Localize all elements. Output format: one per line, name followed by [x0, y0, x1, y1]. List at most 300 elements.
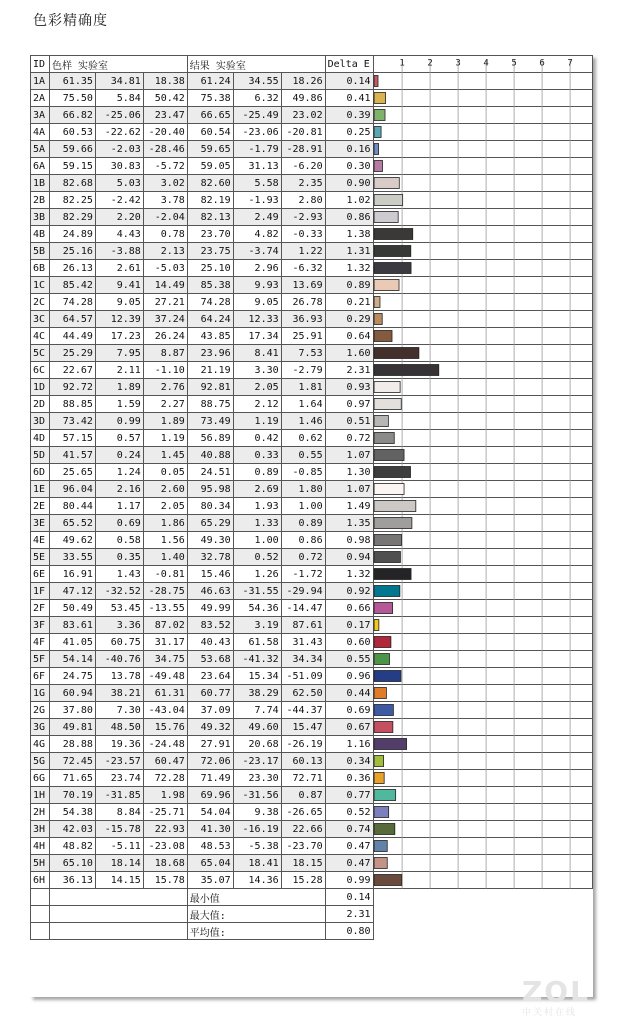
- result-b: -28.91: [281, 141, 325, 158]
- patch-id: 4F: [31, 634, 50, 651]
- sample-a: 2.20: [95, 209, 143, 226]
- result-l: 32.78: [187, 549, 233, 566]
- result-l: 40.88: [187, 447, 233, 464]
- result-b: -20.81: [281, 124, 325, 141]
- delta-e-value: 0.47: [325, 855, 373, 872]
- table-row: [31, 73, 593, 90]
- table-row: [31, 124, 593, 141]
- sample-b: 1.89: [143, 413, 187, 430]
- result-l: 92.81: [187, 379, 233, 396]
- patch-id: 6E: [31, 566, 50, 583]
- sample-b: -28.46: [143, 141, 187, 158]
- sample-a: 7.95: [95, 345, 143, 362]
- result-b: 2.35: [281, 175, 325, 192]
- sample-a: -3.88: [95, 243, 143, 260]
- summary-blank: [31, 889, 50, 906]
- sample-a: 0.99: [95, 413, 143, 430]
- sample-l: 28.88: [49, 736, 95, 753]
- result-l: 85.38: [187, 277, 233, 294]
- result-a: 31.13: [233, 158, 281, 175]
- result-l: 48.53: [187, 838, 233, 855]
- summary-value: 0.80: [325, 923, 373, 940]
- result-b: -26.65: [281, 804, 325, 821]
- sample-l: 59.66: [49, 141, 95, 158]
- sample-a: 2.61: [95, 260, 143, 277]
- result-b: 18.26: [281, 73, 325, 90]
- patch-id: 6B: [31, 260, 50, 277]
- result-a: 15.34: [233, 668, 281, 685]
- table-row: [31, 498, 593, 515]
- sample-l: 49.81: [49, 719, 95, 736]
- table-row: [31, 226, 593, 243]
- patch-id: 5B: [31, 243, 50, 260]
- sample-a: 53.45: [95, 600, 143, 617]
- sample-b: -28.75: [143, 583, 187, 600]
- sample-b: 1.19: [143, 430, 187, 447]
- result-a: -41.32: [233, 651, 281, 668]
- header-delta: Delta E: [325, 56, 373, 73]
- delta-e-value: 0.41: [325, 90, 373, 107]
- sample-l: 16.91: [49, 566, 95, 583]
- result-a: 61.58: [233, 634, 281, 651]
- patch-id: 6H: [31, 872, 50, 889]
- sample-l: 82.68: [49, 175, 95, 192]
- result-a: 2.96: [233, 260, 281, 277]
- bar-cell: [373, 702, 592, 719]
- result-a: -1.93: [233, 192, 281, 209]
- sample-b: 15.76: [143, 719, 187, 736]
- table-row: [31, 872, 593, 889]
- sample-b: 14.49: [143, 277, 187, 294]
- result-a: 3.30: [233, 362, 281, 379]
- sample-a: 2.11: [95, 362, 143, 379]
- result-b: 62.50: [281, 685, 325, 702]
- sample-b: 18.68: [143, 855, 187, 872]
- table-row: [31, 413, 593, 430]
- result-b: -2.79: [281, 362, 325, 379]
- table-row: [31, 736, 593, 753]
- sample-a: 0.57: [95, 430, 143, 447]
- sample-b: 50.42: [143, 90, 187, 107]
- sample-a: -25.06: [95, 107, 143, 124]
- table-row: [31, 821, 593, 838]
- delta-e-value: 0.14: [325, 73, 373, 90]
- sample-l: 24.89: [49, 226, 95, 243]
- x-tick-label: 5: [511, 58, 517, 69]
- sample-b: 2.05: [143, 498, 187, 515]
- sample-l: 26.13: [49, 260, 95, 277]
- result-l: 88.75: [187, 396, 233, 413]
- x-tick-label: 7: [567, 58, 573, 69]
- result-a: 8.41: [233, 345, 281, 362]
- table-row: [31, 583, 593, 600]
- patch-id: 5C: [31, 345, 50, 362]
- result-l: 27.91: [187, 736, 233, 753]
- result-b: -0.85: [281, 464, 325, 481]
- result-b: 23.02: [281, 107, 325, 124]
- table-row: [31, 685, 593, 702]
- bar-cell: [373, 532, 592, 549]
- sample-b: 34.75: [143, 651, 187, 668]
- result-l: 49.30: [187, 532, 233, 549]
- table-row: [31, 379, 593, 396]
- table-row: [31, 447, 593, 464]
- patch-id: 3H: [31, 821, 50, 838]
- delta-e-value: 1.32: [325, 260, 373, 277]
- result-a: 17.34: [233, 328, 281, 345]
- delta-e-value: 1.02: [325, 192, 373, 209]
- sample-b: 3.02: [143, 175, 187, 192]
- table-row: [31, 345, 593, 362]
- result-a: 18.41: [233, 855, 281, 872]
- delta-e-value: 0.89: [325, 277, 373, 294]
- result-l: 65.04: [187, 855, 233, 872]
- delta-e-value: 1.35: [325, 515, 373, 532]
- patch-id: 4A: [31, 124, 50, 141]
- delta-e-value: 0.64: [325, 328, 373, 345]
- bar-cell: [373, 447, 592, 464]
- sample-a: 3.36: [95, 617, 143, 634]
- sample-l: 41.57: [49, 447, 95, 464]
- table-row: [31, 243, 593, 260]
- result-l: 82.19: [187, 192, 233, 209]
- sample-b: 37.24: [143, 311, 187, 328]
- sample-b: -1.10: [143, 362, 187, 379]
- delta-e-value: 0.29: [325, 311, 373, 328]
- result-l: 49.99: [187, 600, 233, 617]
- sample-a: 4.43: [95, 226, 143, 243]
- bar-cell: [373, 855, 592, 872]
- sample-l: 61.35: [49, 73, 95, 90]
- patch-id: 5E: [31, 549, 50, 566]
- sample-b: 22.93: [143, 821, 187, 838]
- sample-a: 0.24: [95, 447, 143, 464]
- result-b: -23.70: [281, 838, 325, 855]
- bar-cell: [373, 498, 592, 515]
- delta-e-value: 1.07: [325, 447, 373, 464]
- result-l: 23.75: [187, 243, 233, 260]
- summary-row: [31, 889, 593, 906]
- result-b: 87.61: [281, 617, 325, 634]
- patch-id: 6G: [31, 770, 50, 787]
- sample-a: 17.23: [95, 328, 143, 345]
- sample-a: -40.76: [95, 651, 143, 668]
- patch-id: 3F: [31, 617, 50, 634]
- bar-cell: [373, 566, 592, 583]
- bar-cell: [373, 328, 592, 345]
- sample-l: 49.62: [49, 532, 95, 549]
- sample-l: 57.15: [49, 430, 95, 447]
- result-l: 83.52: [187, 617, 233, 634]
- bar-cell: [373, 753, 592, 770]
- sample-a: 14.15: [95, 872, 143, 889]
- patch-id: 1G: [31, 685, 50, 702]
- delta-e-value: 0.36: [325, 770, 373, 787]
- bar-cell: [373, 124, 592, 141]
- table-row: [31, 107, 593, 124]
- delta-e-value: 0.44: [325, 685, 373, 702]
- result-a: 5.58: [233, 175, 281, 192]
- bar-cell: [373, 668, 592, 685]
- summary-label: 平均值:: [187, 923, 325, 940]
- patch-id: 2E: [31, 498, 50, 515]
- sample-a: 5.03: [95, 175, 143, 192]
- table-row: [31, 515, 593, 532]
- result-l: 35.07: [187, 872, 233, 889]
- sample-a: 48.50: [95, 719, 143, 736]
- bar-cell: [373, 362, 592, 379]
- patch-id: 1H: [31, 787, 50, 804]
- delta-e-value: 0.25: [325, 124, 373, 141]
- result-a: 3.19: [233, 617, 281, 634]
- summary-row: [31, 906, 593, 923]
- bar-cell: [373, 651, 592, 668]
- sample-l: 33.55: [49, 549, 95, 566]
- result-b: -6.32: [281, 260, 325, 277]
- page-title: 色彩精确度: [33, 13, 108, 29]
- summary-label: 最小值: [187, 889, 325, 906]
- summary-blank: [49, 889, 187, 906]
- result-a: 2.69: [233, 481, 281, 498]
- result-a: 54.36: [233, 600, 281, 617]
- table-row: [31, 311, 593, 328]
- result-b: -51.09: [281, 668, 325, 685]
- sample-l: 42.03: [49, 821, 95, 838]
- sample-b: 31.17: [143, 634, 187, 651]
- table-row: [31, 396, 593, 413]
- bar-cell: [373, 685, 592, 702]
- patch-id: 4H: [31, 838, 50, 855]
- table-row: [31, 719, 593, 736]
- result-b: -14.47: [281, 600, 325, 617]
- delta-e-value: 1.16: [325, 736, 373, 753]
- sample-a: 0.58: [95, 532, 143, 549]
- sample-a: 8.84: [95, 804, 143, 821]
- patch-id: 4C: [31, 328, 50, 345]
- result-l: 80.34: [187, 498, 233, 515]
- x-tick-label: 3: [455, 58, 461, 69]
- sample-l: 25.16: [49, 243, 95, 260]
- delta-e-value: 0.74: [325, 821, 373, 838]
- header-sample: 色样 实验室: [49, 56, 187, 73]
- result-l: 46.63: [187, 583, 233, 600]
- bar-cell: [373, 277, 592, 294]
- sample-l: 48.82: [49, 838, 95, 855]
- patch-id: 6C: [31, 362, 50, 379]
- bar-cell: [373, 107, 592, 124]
- result-b: 72.71: [281, 770, 325, 787]
- sample-b: 2.13: [143, 243, 187, 260]
- sample-l: 25.29: [49, 345, 95, 362]
- table-row: [31, 464, 593, 481]
- patch-id: 2F: [31, 600, 50, 617]
- sample-b: 72.28: [143, 770, 187, 787]
- delta-e-value: 0.98: [325, 532, 373, 549]
- delta-e-value: 1.31: [325, 243, 373, 260]
- table-row: [31, 294, 593, 311]
- patch-id: 1D: [31, 379, 50, 396]
- sample-l: 25.65: [49, 464, 95, 481]
- patch-id: 1E: [31, 481, 50, 498]
- table-header-row: [31, 56, 593, 73]
- bar-cell: [373, 226, 592, 243]
- delta-e-value: 0.99: [325, 872, 373, 889]
- bar-cell: [373, 430, 592, 447]
- result-l: 23.96: [187, 345, 233, 362]
- result-b: -1.72: [281, 566, 325, 583]
- sample-b: 2.60: [143, 481, 187, 498]
- result-l: 49.32: [187, 719, 233, 736]
- sample-b: -2.04: [143, 209, 187, 226]
- sample-l: 64.57: [49, 311, 95, 328]
- patch-id: 5D: [31, 447, 50, 464]
- x-tick-label: 2: [427, 58, 433, 69]
- result-a: -16.19: [233, 821, 281, 838]
- result-a: 38.29: [233, 685, 281, 702]
- sample-l: 72.45: [49, 753, 95, 770]
- sample-b: 2.76: [143, 379, 187, 396]
- result-a: 49.60: [233, 719, 281, 736]
- sample-l: 66.82: [49, 107, 95, 124]
- result-a: 0.89: [233, 464, 281, 481]
- sample-l: 59.15: [49, 158, 95, 175]
- bar-cell: [373, 872, 592, 889]
- delta-e-value: 0.66: [325, 600, 373, 617]
- sample-b: -0.81: [143, 566, 187, 583]
- result-l: 15.46: [187, 566, 233, 583]
- table-row: [31, 787, 593, 804]
- summary-row: [31, 923, 593, 940]
- delta-e-value: 0.69: [325, 702, 373, 719]
- sample-l: 22.67: [49, 362, 95, 379]
- sample-a: 34.81: [95, 73, 143, 90]
- patch-id: 1B: [31, 175, 50, 192]
- result-b: 1.80: [281, 481, 325, 498]
- result-a: 0.33: [233, 447, 281, 464]
- result-b: 13.69: [281, 277, 325, 294]
- delta-e-value: 0.21: [325, 294, 373, 311]
- patch-id: 1F: [31, 583, 50, 600]
- delta-e-value: 0.96: [325, 668, 373, 685]
- table-row: [31, 90, 593, 107]
- result-a: 7.74: [233, 702, 281, 719]
- delta-e-value: 0.67: [325, 719, 373, 736]
- result-l: 64.24: [187, 311, 233, 328]
- table-row: [31, 600, 593, 617]
- zol-watermark-sub: 中关村在线: [522, 1008, 578, 1018]
- sample-b: 1.86: [143, 515, 187, 532]
- bar-cell: [373, 209, 592, 226]
- table-row: [31, 141, 593, 158]
- result-a: 4.82: [233, 226, 281, 243]
- bar-cell: [373, 141, 592, 158]
- result-l: 53.68: [187, 651, 233, 668]
- result-l: 59.05: [187, 158, 233, 175]
- delta-e-value: 0.77: [325, 787, 373, 804]
- patch-id: 3D: [31, 413, 50, 430]
- result-b: 2.80: [281, 192, 325, 209]
- delta-e-value: 0.86: [325, 209, 373, 226]
- bar-cell: [373, 345, 592, 362]
- sample-b: 60.47: [143, 753, 187, 770]
- header-result: 结果 实验室: [187, 56, 325, 73]
- sample-a: -5.11: [95, 838, 143, 855]
- patch-id: 1C: [31, 277, 50, 294]
- sample-b: 2.27: [143, 396, 187, 413]
- bar-cell: [373, 158, 592, 175]
- result-l: 40.43: [187, 634, 233, 651]
- summary-value: 2.31: [325, 906, 373, 923]
- sample-l: 50.49: [49, 600, 95, 617]
- result-a: -5.38: [233, 838, 281, 855]
- result-b: 15.28: [281, 872, 325, 889]
- summary-empty: [373, 906, 592, 923]
- sample-b: 23.47: [143, 107, 187, 124]
- result-l: 37.09: [187, 702, 233, 719]
- result-l: 60.54: [187, 124, 233, 141]
- table-body: [31, 73, 593, 889]
- result-a: -25.49: [233, 107, 281, 124]
- result-b: 36.93: [281, 311, 325, 328]
- result-a: -23.17: [233, 753, 281, 770]
- table-row: [31, 566, 593, 583]
- result-b: -2.93: [281, 209, 325, 226]
- summary-value: 0.14: [325, 889, 373, 906]
- sample-b: -49.48: [143, 668, 187, 685]
- delta-e-value: 0.72: [325, 430, 373, 447]
- delta-e-value: 0.90: [325, 175, 373, 192]
- patch-id: 4E: [31, 532, 50, 549]
- result-a: 23.30: [233, 770, 281, 787]
- sample-b: -5.72: [143, 158, 187, 175]
- result-l: 54.04: [187, 804, 233, 821]
- result-a: 2.12: [233, 396, 281, 413]
- sample-b: -43.04: [143, 702, 187, 719]
- sample-a: 1.59: [95, 396, 143, 413]
- result-b: -29.94: [281, 583, 325, 600]
- summary-blank: [49, 906, 187, 923]
- sample-a: -32.52: [95, 583, 143, 600]
- delta-e-value: 0.97: [325, 396, 373, 413]
- sample-l: 41.05: [49, 634, 95, 651]
- table-row: [31, 634, 593, 651]
- delta-e-value: 0.92: [325, 583, 373, 600]
- result-b: 0.62: [281, 430, 325, 447]
- sample-l: 60.53: [49, 124, 95, 141]
- sample-l: 82.25: [49, 192, 95, 209]
- table-row: [31, 855, 593, 872]
- result-a: -3.74: [233, 243, 281, 260]
- result-b: 60.13: [281, 753, 325, 770]
- summary-label: 最大值:: [187, 906, 325, 923]
- patch-id: 5F: [31, 651, 50, 668]
- sample-b: -5.03: [143, 260, 187, 277]
- result-b: 0.89: [281, 515, 325, 532]
- header-axis: [373, 56, 592, 73]
- result-l: 56.89: [187, 430, 233, 447]
- summary-empty: [373, 889, 592, 906]
- sample-l: 54.38: [49, 804, 95, 821]
- sample-l: 85.42: [49, 277, 95, 294]
- result-b: 1.46: [281, 413, 325, 430]
- sample-a: -31.85: [95, 787, 143, 804]
- bar-cell: [373, 175, 592, 192]
- sample-a: 19.36: [95, 736, 143, 753]
- table-row: [31, 260, 593, 277]
- table-row: [31, 617, 593, 634]
- result-a: 9.38: [233, 804, 281, 821]
- result-l: 21.19: [187, 362, 233, 379]
